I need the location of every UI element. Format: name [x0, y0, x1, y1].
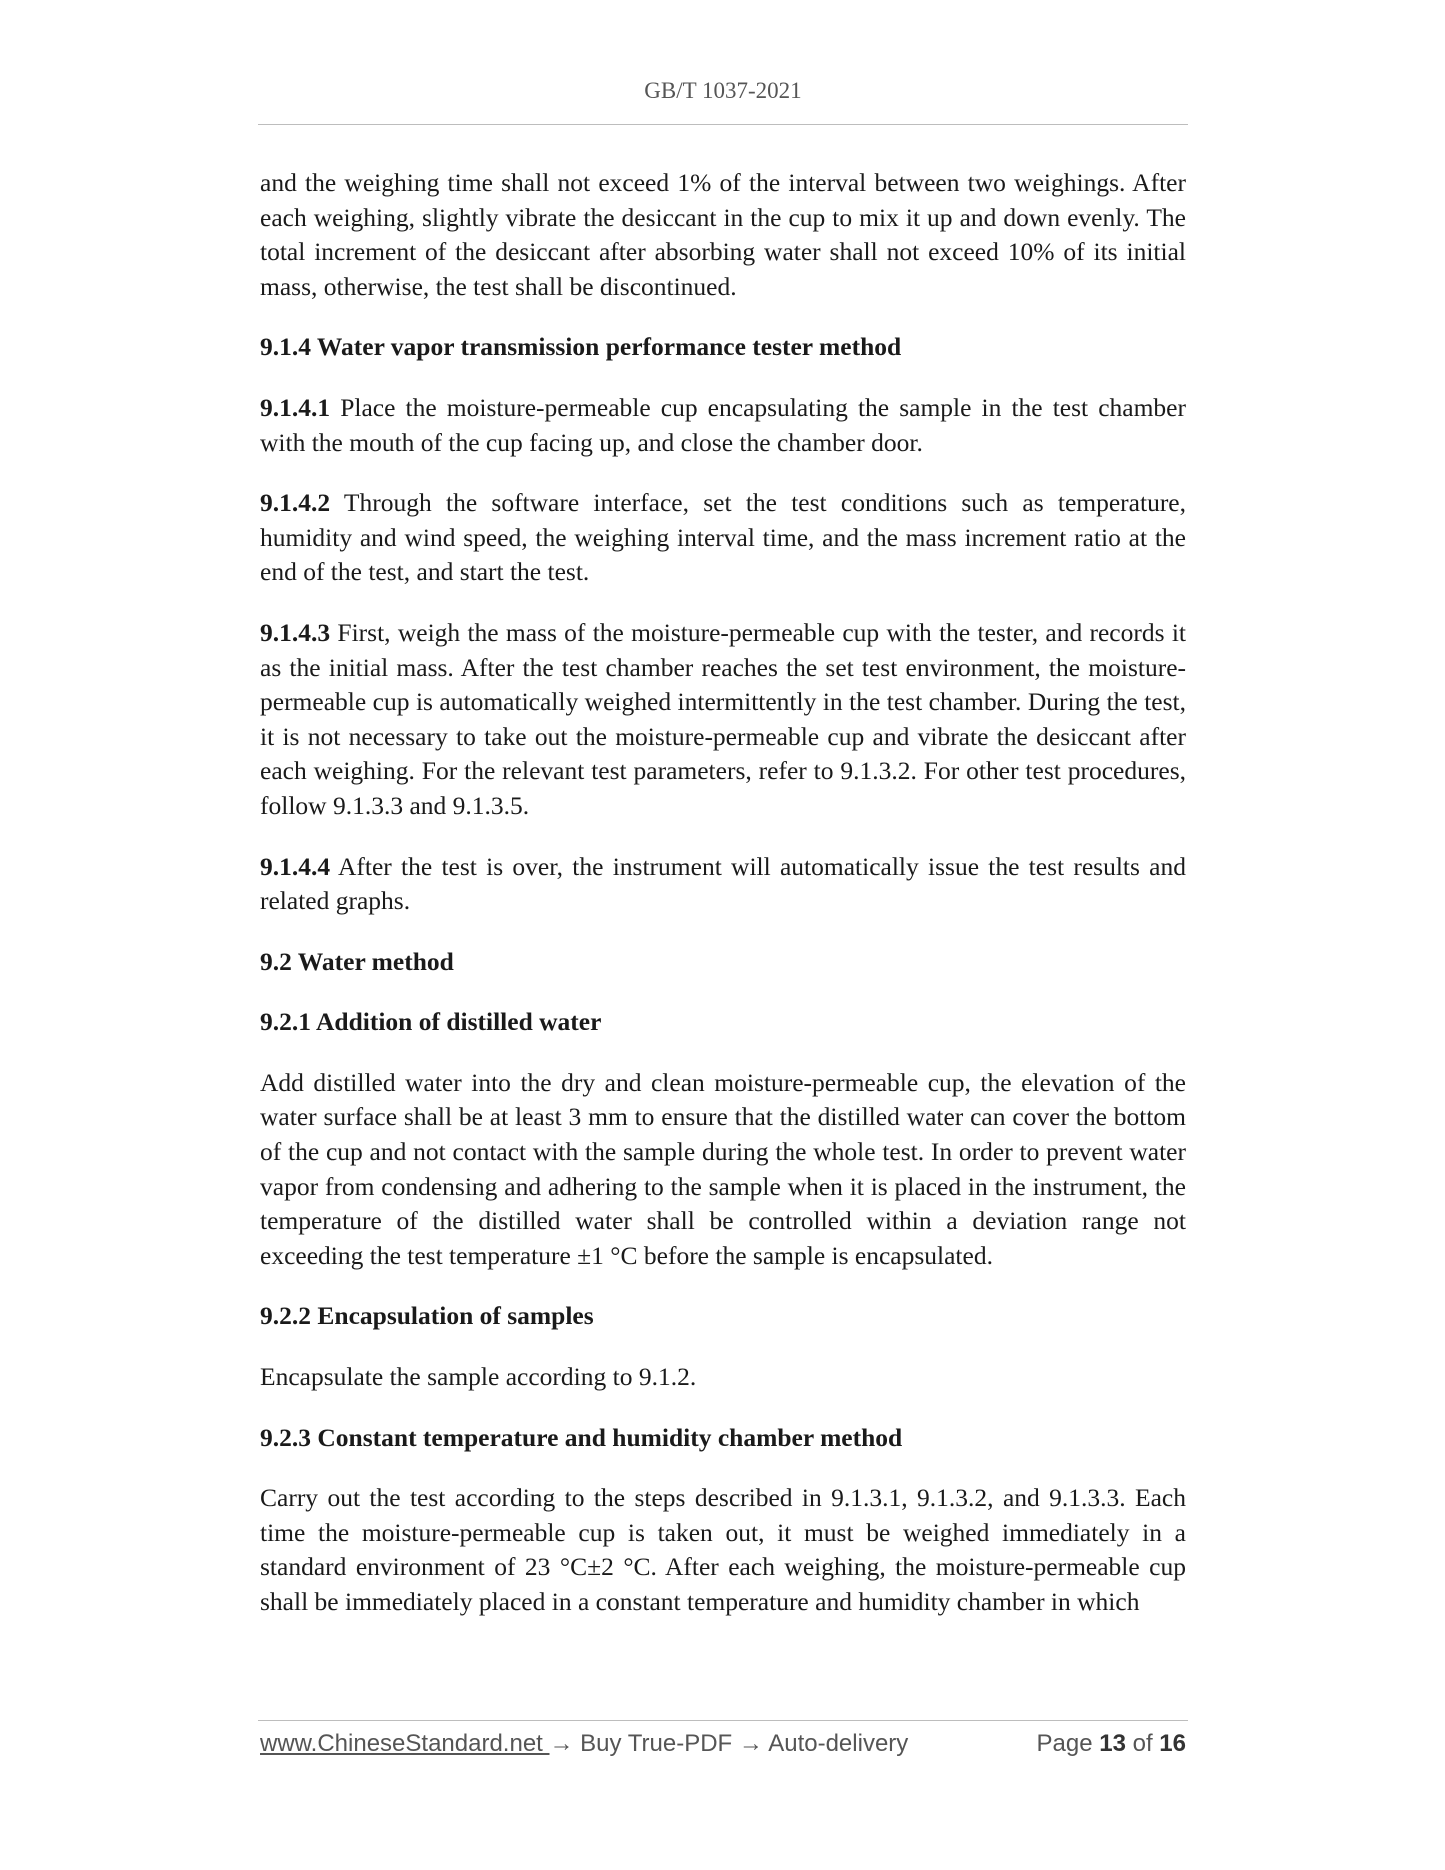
- arrow-right-icon: →: [549, 1730, 574, 1757]
- clause-text: First, weigh the mass of the moisture-permeable cup with the tester, and records it as the initial mass. After the test chamber reaches the set test environment, the moisture-permeable cup is automatically weighed intermittently in the test chamber. During the test, it is not necessary to take out the moisture-permeable cup and vibrate the desiccant after each weighing. For the relevant test parameters, refer to 9.1.3.2. For other test procedures, follow 9.1.3.3 and 9.1.3.5.: [260, 617, 1186, 820]
- page-indicator: [1037, 1730, 1186, 1758]
- paragraph-9-2-1: Add distilled water into the dry and clean moisture-permeable cup, the elevation of the water surface shall be at least 3 mm to ensure that the distilled water can cover the bottom of the cup and not contact with the sample during the whole test. In order to prevent water vapor from condensing and adhering to the sample when it is placed in the instrument, the temperature of the distilled water shall be controlled within a deviation range not exceeding the test temperature ±1 °C before the sample is encapsulated.: [260, 1067, 1186, 1270]
- document-header: GB/T 1037-2021: [644, 78, 802, 103]
- clause-number: 9.1.4.2: [260, 488, 331, 518]
- page-label: Page: [1036, 1730, 1100, 1757]
- of-label: of: [1125, 1730, 1160, 1757]
- section-heading-9-1-4: 9.1.4 Water vapor transmission performance tester method: [260, 332, 902, 362]
- paragraph-9-2-3: Carry out the test according to the steps described in 9.1.3.1, 9.1.3.2, and 9.1.3.3. Each time the moisture-permeable cup is taken out, it must be weighed immediately in a standard environment of 23 °C±2 °C. After each weighing, the moisture-permeable cup shall be immediately placed in a constant temperature and humidity chamber in which: [260, 1483, 1186, 1616]
- section-heading-9-2-2: 9.2.2 Encapsulation of samples: [260, 1301, 594, 1331]
- header-divider: [258, 124, 1188, 125]
- document-footer: [260, 1730, 1186, 1758]
- clause-text: Place the moisture-permeable cup encapsulating the sample in the test chamber with the mouth of the cup facing up, and close the chamber door.: [260, 392, 1186, 457]
- clause-9-1-4-3: [260, 616, 1186, 824]
- clause-9-1-4-1: [260, 391, 1186, 460]
- document-body: [260, 166, 1186, 1646]
- paragraph-9-2-2: Encapsulate the sample according to 9.1.2.: [260, 1362, 697, 1392]
- buy-text: Buy True-PDF: [573, 1730, 739, 1757]
- clause-number: 9.1.4.4: [260, 851, 331, 881]
- footer-divider: [258, 1720, 1188, 1721]
- section-heading-9-2-3: 9.2.3 Constant temperature and humidity chamber method: [260, 1422, 903, 1452]
- arrow-right-icon: →: [738, 1730, 763, 1757]
- clause-number: 9.1.4.1: [260, 392, 331, 422]
- page-current: 13: [1099, 1730, 1126, 1757]
- clause-9-1-4-2: [260, 486, 1186, 590]
- footer-promo: [260, 1730, 908, 1758]
- clause-9-1-4-4: [260, 850, 1186, 919]
- page-total: 16: [1159, 1730, 1186, 1757]
- site-link[interactable]: www.ChineseStandard.net: [260, 1730, 550, 1757]
- section-heading-9-2-1: 9.2.1 Addition of distilled water: [260, 1007, 602, 1037]
- delivery-text: Auto-delivery: [762, 1730, 909, 1757]
- clause-text: After the test is over, the instrument will automatically issue the test results and related graphs.: [260, 851, 1186, 916]
- clause-text: Through the software interface, set the test conditions such as temperature, humidity and wind speed, the weighing interval time, and the mass increment ratio at the end of the test, and start the test.: [260, 488, 1186, 587]
- clause-number: 9.1.4.3: [260, 617, 331, 647]
- paragraph-continuation: and the weighing time shall not exceed 1% of the interval between two weighings. After each weighing, slightly vibrate the desiccant in the cup to mix it up and down evenly. The total increment of the desiccant after absorbing water shall not exceed 10% of its initial mass, otherwise, the test shall be discontinued.: [260, 168, 1186, 301]
- section-heading-9-2: 9.2 Water method: [260, 946, 454, 976]
